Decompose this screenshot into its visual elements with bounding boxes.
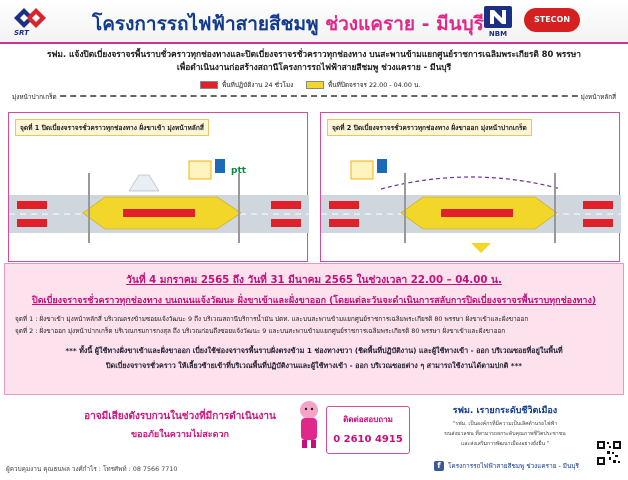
legend-yellow-swatch: [306, 81, 324, 89]
apology-line-2: ขออภัยในความไม่สะดวก: [131, 430, 229, 440]
contact-label: ติดต่อสอบถาม: [343, 415, 393, 424]
point-1-detail: จุดที่ 1 : ฝั่งขาเข้า มุ่งหน้าหลักสี่ บริเวณตรงข้ามซอยแจ้งวัฒนะ 9 ถึง บริเวณสถานีบริการน้ำมัน ปตท. และบนสะพานข้ามแยกศูนย์ราชการเฉลิมพระเกียรติ 80 พรรษา ฝั่งขาเข้าและฝั่งขาออก: [15, 315, 529, 323]
mascot-icon: [296, 400, 322, 450]
note-line-1: *** ทั้งนี้ ผู้ใช้ทางฝั่งขาเข้าและฝั่งขาออก เบี่ยงใช้ช่องจราจรพื้นราบฝั่งตรงข้าม 1 ช่องทางขวา (ชิดพื้นที่ปฏิบัติงาน) และผู้ใช้ทางเข้า - ออก บริเวณซอยที่อยู่ในพื้นที่: [65, 346, 563, 355]
facebook-icon: f: [434, 461, 444, 471]
svg-text:ptt: ptt: [231, 166, 247, 176]
schedule-box: [4, 263, 624, 395]
slogan-sub-2: ขนส่งมวลชน ที่สามารถยกระดับคุณภาพชีวิตประชาชน: [444, 431, 566, 437]
apology-line-1: อาจมีเสียงดังรบกวนในช่วงที่มีการดำเนินงาน: [84, 411, 276, 422]
title-main: โครงการรถไฟฟ้าสายสีชมพู: [92, 13, 319, 35]
legend-yellow-label: พื้นที่ปิดจราจร 22.00 - 04.00 น.: [328, 81, 421, 89]
closure-summary: ปิดเบี่ยงจราจรชั่วคราวทุกช่องทาง บนถนนแจ้งวัฒนะ ฝั่งขาเข้าและฝั่งขาออก (โดยแต่ละวันจะดำเนินการสลับการปิดเบี่ยงจราจรพื้นราบทุกช่องทาง): [32, 296, 596, 306]
nbm-logo-icon: [484, 6, 512, 28]
srt-logo-text: SRT: [14, 29, 29, 37]
legend-red-swatch: [200, 81, 218, 89]
route-left-label: มุ่งหน้าปากเกร็ด: [12, 93, 57, 101]
footer-supervisor: ผู้ควบคุมงาน คุณธนพล วงศ์กำไร : โทรศัพท์ : 08 7566 7710: [6, 465, 178, 473]
legend-red: [200, 80, 293, 90]
facebook-page-name: โครงการรถไฟฟ้าสายสีชมพู ช่วงแคราย - มีนบุรี: [448, 462, 579, 470]
notice-line-1: รฟม. แจ้งปิดเบี่ยงจราจรพื้นราบชั่วคราวทุกช่องทางและปิดเบี่ยงจราจรชั่วคราวทุกช่องทาง บนสะพานข้ามแยกศูนย์ราชการเฉลิมพระเกียรติ 80 พรรษา: [46, 49, 581, 59]
closure-map-panel-2: [320, 112, 620, 262]
page-title: [92, 9, 484, 39]
slogan-sub-3: และส่งเสริมการพัฒนาเมืองอย่างยั่งยืน ": [460, 441, 550, 447]
qr-code-icon[interactable]: [596, 440, 622, 466]
contact-box: [326, 406, 410, 454]
slogan-sub-1: "รฟม. เป็นองค์กรที่มีความเป็นเลิศด้านรถไฟฟ้า: [452, 421, 558, 427]
contact-phone[interactable]: 0 2610 4915: [333, 434, 403, 445]
legend-yellow: [306, 80, 420, 90]
header-bar: [0, 0, 628, 44]
note-line-2: ปิดเบี่ยงจราจรชั่วคราว ให้เลี้ยวซ้ายเข้าที่บริเวณพื้นที่ปฏิบัติงานและผู้ใช้ทางเข้า - ออก บริเวณซอยต่าง ๆ สามารถใช้งานได้ตามปกติ ***: [105, 361, 523, 370]
title-route: ช่วงแคราย - มีนบุรี: [325, 13, 484, 35]
panel-1-title: จุดที่ 1 ปิดเบี่ยงจราจรชั่วคราวทุกช่องทาง ฝั่งขาเข้า มุ่งหน้าหลักสี่: [15, 119, 209, 136]
route-right-label: มุ่งหน้าหลักสี่: [580, 93, 616, 101]
notice-line-2: เพื่อดำเนินงานก่อสร้างสถานีโครงการรถไฟฟ้าสายสีชมพู ช่วงแคราย - มีนบุรี: [176, 61, 452, 72]
nbm-logo-text: NBM: [488, 30, 508, 38]
date-range: วันที่ 4 มกราคม 2565 ถึง วันที่ 31 มีนาคม 2565 ในช่วงเวลา 22.00 – 04.00 น.: [126, 275, 502, 286]
point-2-detail: จุดที่ 2 : ฝั่งขาออก มุ่งหน้าปากเกร็ด บริเวณกรมการกงสุล ถึง บริเวณก่อนถึงซอยแจ้งวัฒนะ 9 และบนสะพานข้ามแยกศูนย์ราชการเฉลิมพระเกียรติ 80 พรรษา ฝั่งขาเข้าและฝั่งขาออก: [15, 327, 506, 335]
panel-2-title: จุดที่ 2 ปิดเบี่ยงจราจรชั่วคราวทุกช่องทาง ฝั่งขาออก มุ่งหน้าปากเกร็ด: [327, 119, 532, 136]
stecon-logo: STECON: [524, 8, 580, 32]
route-line: [10, 95, 618, 97]
mrta-slogan: รฟม. เรายกระดับชีวิตเมือง: [452, 406, 558, 416]
closure-map-panel-1: [8, 112, 308, 262]
facebook-link[interactable]: [434, 461, 579, 471]
legend-red-label: พื้นที่ปฏิบัติงาน 24 ชั่วโมง: [222, 81, 294, 89]
route-bar: [4, 78, 624, 104]
notice-text: [6, 48, 622, 73]
